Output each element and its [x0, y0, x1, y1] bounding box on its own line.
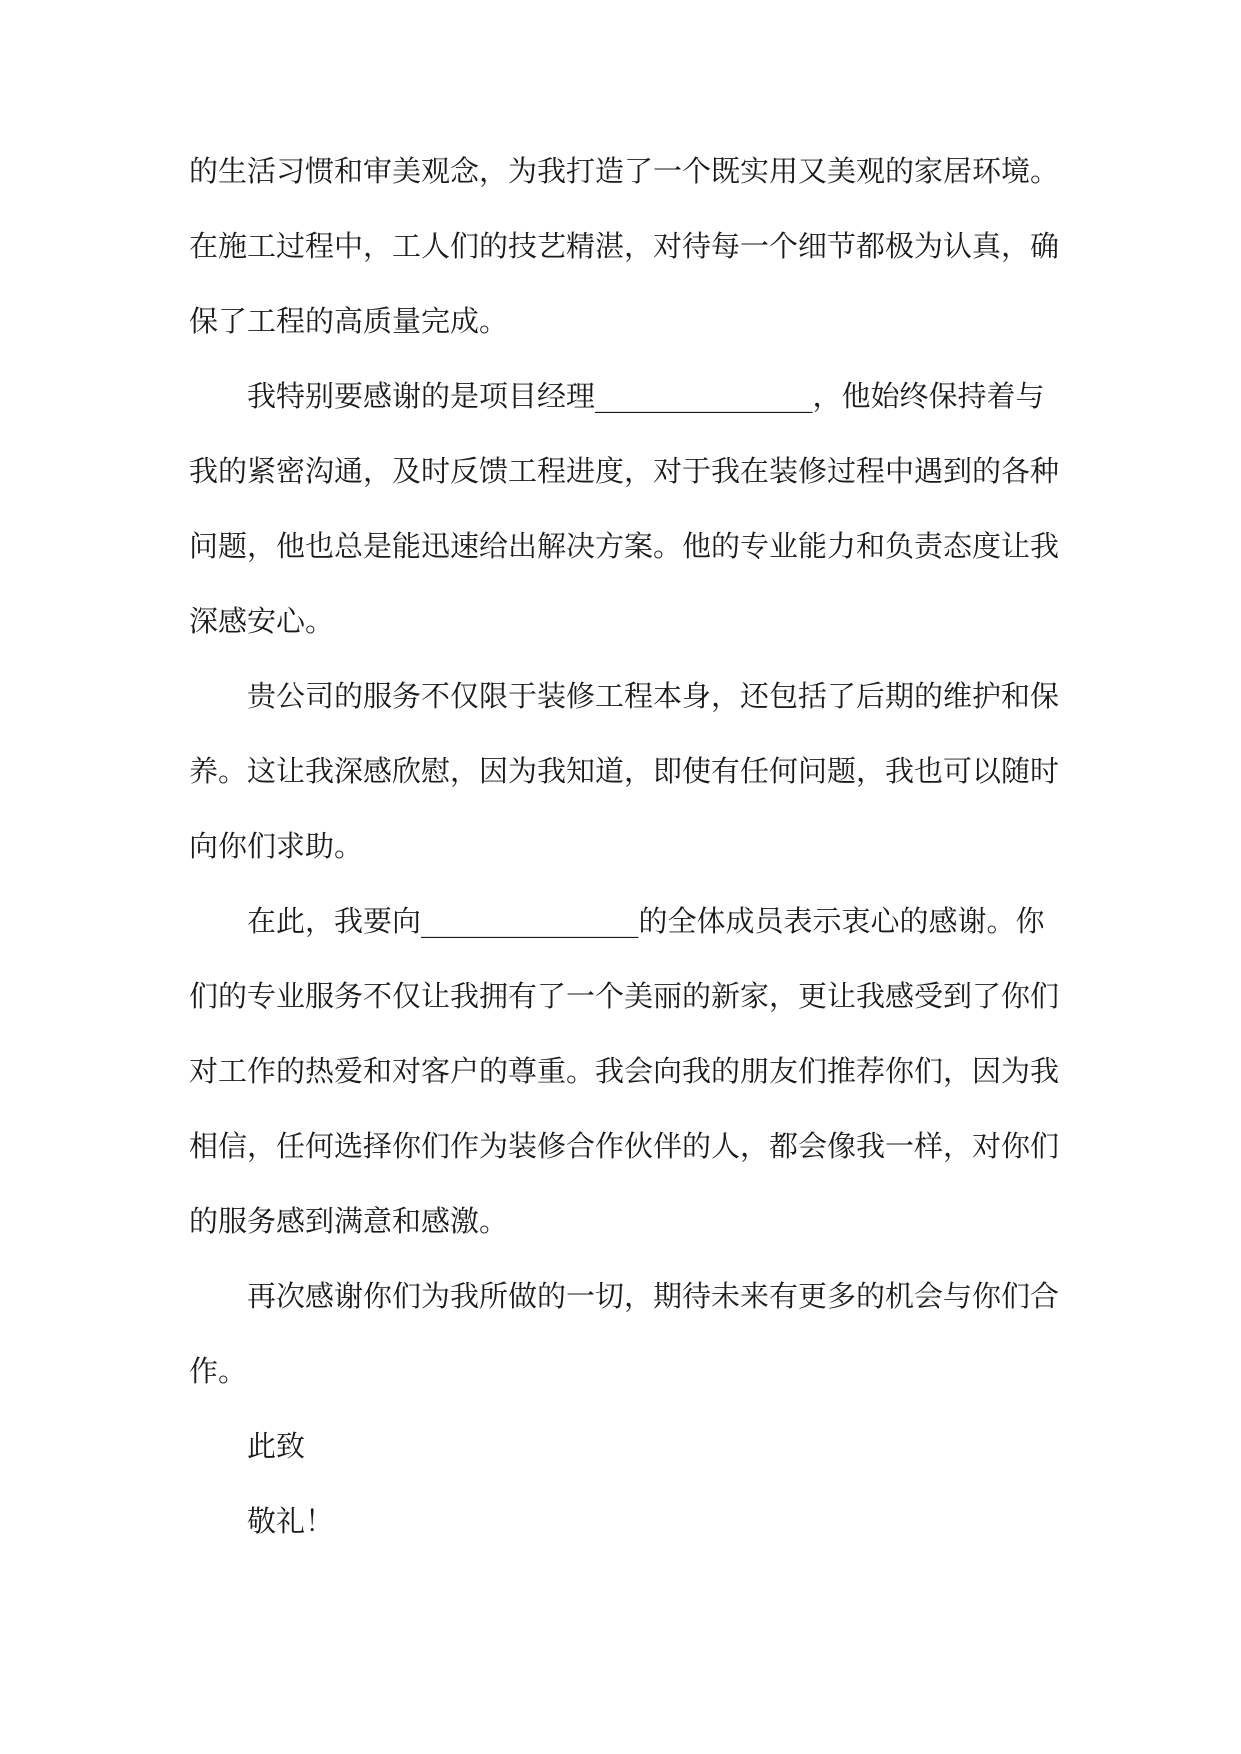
text-line: 作。	[189, 1354, 248, 1388]
text-line: 的服务感到满意和感激。	[189, 1204, 509, 1238]
text-line: 相信，任何选择你们作为装修合作伙伴的人，都会像我一样，对你们	[189, 1129, 1060, 1163]
text-line: 养。这让我深感欣慰，因为我知道，即使有任何问题，我也可以随时	[189, 754, 1060, 788]
text-line: 对工作的热爱和对客户的尊重。我会向我的朋友们推荐你们，因为我	[189, 1054, 1060, 1088]
salutation-line: 敬礼！	[247, 1504, 335, 1538]
text-line: 保了工程的高质量完成。	[189, 304, 509, 338]
text-line: 我的紧密沟通，及时反馈工程进度，对于我在装修过程中遇到的各种	[189, 454, 1060, 488]
text-line: 在施工过程中，工人们的技艺精湛，对待每一个细节都极为认真，确	[189, 229, 1060, 263]
text-line: 在此，我要向_______________的全体成员表示衷心的感谢。你	[247, 904, 1045, 938]
text-line: 向你们求助。	[189, 829, 364, 863]
text-line: 贵公司的服务不仅限于装修工程本身，还包括了后期的维护和保	[247, 679, 1060, 713]
text-line: 们的专业服务不仅让我拥有了一个美丽的新家，更让我感受到了你们	[189, 979, 1060, 1013]
text-line: 的生活习惯和审美观念，为我打造了一个既实用又美观的家居环境。	[189, 154, 1060, 188]
text-line: 再次感谢你们为我所做的一切，期待未来有更多的机会与你们合	[247, 1279, 1060, 1313]
text-line: 我特别要感谢的是项目经理_______________，他始终保持着与	[247, 379, 1045, 413]
text-line: 问题，他也总是能迅速给出解决方案。他的专业能力和负责态度让我	[189, 529, 1060, 563]
text-line: 深感安心。	[189, 604, 335, 638]
closing-line: 此致	[247, 1429, 306, 1463]
